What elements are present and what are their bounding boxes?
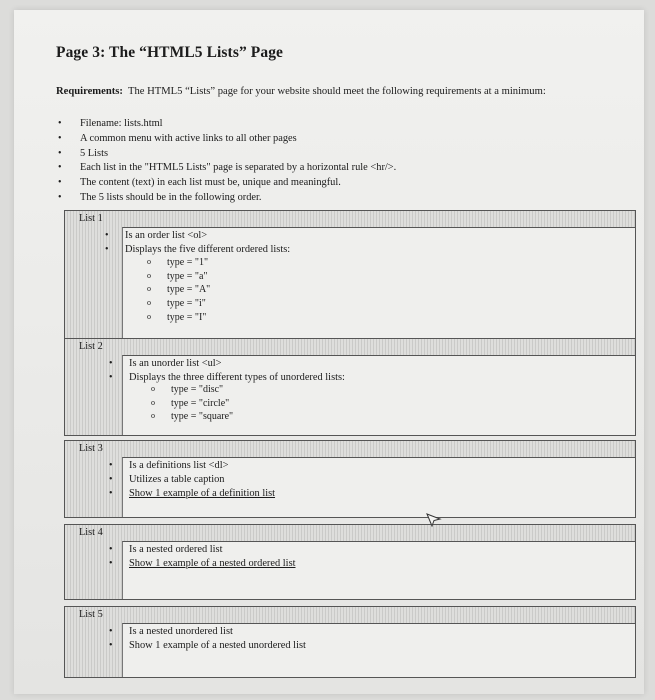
- list-item: • 5 Lists: [58, 147, 109, 159]
- list-item: o type = "A": [147, 284, 211, 296]
- circle-bullet-icon: o: [147, 298, 151, 308]
- list-item: • Is a definitions list <dl>: [109, 460, 229, 471]
- list-2-items: [109, 358, 345, 423]
- bullet-icon: •: [58, 191, 62, 203]
- list-item: • A common menu with active links to all other pages: [58, 132, 297, 144]
- list-item: o type = "I": [147, 311, 207, 323]
- list-4-label: List 4: [79, 527, 103, 538]
- list-item: • Is an order list <ol>: [105, 230, 208, 241]
- list-1-box: [64, 210, 636, 340]
- list-item: o type = "a": [147, 270, 208, 282]
- list-item: • Is an unorder list <ul>: [109, 358, 222, 369]
- list-1-subitems: [147, 257, 210, 326]
- list-item: • Displays the three different types of unordered lists: o type = "disc" o type = "circle" o type = "square": [109, 372, 345, 383]
- list-1-label: List 1: [79, 213, 103, 224]
- list-5-label: List 5: [79, 609, 103, 620]
- bullet-icon: •: [109, 371, 113, 383]
- bullet-icon: •: [109, 487, 113, 499]
- list-4-items: [109, 544, 296, 572]
- bullet-icon: •: [58, 118, 62, 129]
- bullet-icon: •: [109, 358, 113, 369]
- cursor-icon: [426, 513, 442, 527]
- list-3-items: [109, 460, 275, 501]
- bullet-icon: •: [109, 557, 113, 569]
- list-2-label: List 2: [79, 341, 103, 352]
- circle-bullet-icon: o: [151, 397, 155, 407]
- list-4-box: [64, 524, 636, 600]
- bullet-icon: •: [105, 230, 109, 241]
- list-2-subitems: [151, 384, 233, 425]
- list-item: o type = "disc": [151, 383, 224, 395]
- bullet-icon: •: [109, 544, 113, 555]
- circle-bullet-icon: o: [147, 256, 151, 266]
- bullet-icon: •: [109, 473, 113, 485]
- list-item: • The content (text) in each list must be, unique and meaningful.: [58, 177, 341, 189]
- list-5-box: [64, 606, 636, 678]
- bullet-icon: •: [109, 639, 113, 651]
- bullet-icon: •: [58, 177, 62, 189]
- requirements-list: [56, 118, 396, 207]
- list-item: • Filename: lists.html: [58, 118, 163, 129]
- list-2-box: [64, 338, 636, 436]
- list-item: • Is a nested ordered list: [109, 544, 223, 555]
- list-item: o type = "square": [151, 411, 234, 423]
- bullet-icon: •: [105, 243, 109, 255]
- requirements-text: The HTML5 “Lists” page for your website should meet the following requirements at a minimum:: [128, 86, 546, 97]
- bullet-icon: •: [109, 626, 113, 637]
- requirements-label: Requirements:: [56, 86, 123, 97]
- list-item: • Each list in the "HTML5 Lists" page is separated by a horizontal rule <hr/>.: [58, 162, 397, 174]
- circle-bullet-icon: o: [147, 311, 151, 321]
- bullet-icon: •: [58, 132, 62, 144]
- list-item: • Utilizes a table caption: [109, 473, 225, 485]
- circle-bullet-icon: o: [151, 383, 155, 393]
- list-1-items: [105, 230, 291, 323]
- circle-bullet-icon: o: [151, 411, 155, 421]
- list-5-items: [109, 626, 306, 654]
- list-item: o type = "1": [147, 256, 209, 268]
- list-item: o type = "i": [147, 298, 206, 310]
- page-title: Page 3: The “HTML5 Lists” Page: [56, 44, 284, 61]
- list-item: • The 5 lists should be in the following order.: [58, 191, 262, 203]
- list-item: • Is a nested unordered list: [109, 626, 233, 637]
- circle-bullet-icon: o: [147, 284, 151, 294]
- document-page: [14, 10, 644, 694]
- list-3-label: List 3: [79, 443, 103, 454]
- list-item: • Show 1 example of a nested unordered list: [109, 639, 306, 651]
- bullet-icon: •: [58, 162, 62, 174]
- list-item: • Show 1 example of a nested ordered list: [109, 557, 296, 569]
- circle-bullet-icon: o: [147, 270, 151, 280]
- list-item: o type = "circle": [151, 397, 230, 409]
- list-3-box: [64, 440, 636, 518]
- requirements-intro: [56, 86, 546, 97]
- list-item: • Show 1 example of a definition list: [109, 487, 276, 499]
- bullet-icon: •: [58, 147, 62, 159]
- bullet-icon: •: [109, 460, 113, 471]
- list-item: • Displays the five different ordered lists: o type = "1" o type = "a" o type = "A" o type = "i" o type = "I": [105, 244, 290, 255]
